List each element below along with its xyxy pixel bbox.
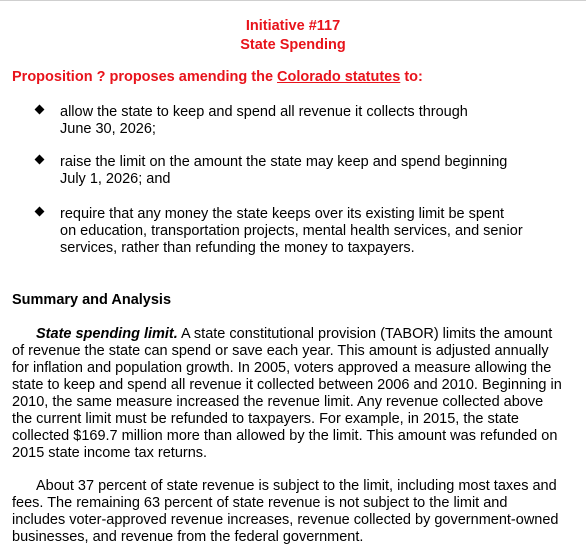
initiative-number: Initiative #117 (245, 18, 341, 34)
summary-heading: Summary and Analysis (12, 292, 172, 308)
bullet-text (60, 104, 565, 138)
paragraph-line: of revenue the state can spend or save each year. This amount is adjusted annually (12, 343, 549, 359)
bullet-text (60, 154, 565, 188)
diamond-bullet-icon (35, 207, 45, 217)
paragraph-line: the current limit must be refunded to taxpayers. For example, in 2015, the state (12, 411, 519, 427)
document-title (0, 17, 586, 55)
paragraph-line: collected $169.7 million more than allowed by the limit. This amount was refunded on (12, 428, 558, 444)
proposition-intro (12, 69, 423, 85)
bullet-text (60, 206, 565, 257)
bullet-line: on education, transportation projects, mental health services, and senior (60, 223, 523, 239)
intro-text-before: Proposition ? proposes amending the (12, 69, 278, 85)
paragraph-line-text: A state constitutional provision (TABOR) limits the amount (177, 326, 553, 342)
paragraph-lead-in: State spending limit. (36, 326, 178, 342)
colorado-statutes-link[interactable]: Colorado statutes (277, 69, 401, 85)
paragraph-line: businesses, and revenue from the federal government. (12, 529, 364, 545)
diamond-bullet-icon (35, 155, 45, 165)
intro-text-after: to: (400, 69, 423, 85)
bullet-line: require that any money the state keeps over its existing limit be spent (60, 206, 505, 222)
paragraph-line: 2015 state income tax returns. (12, 445, 208, 461)
paragraph-line: state to keep and spend all revenue it collected between 2006 and 2010. Beginning in (12, 377, 562, 393)
paragraph-line: includes voter-approved revenue increases, revenue collected by government-owned (12, 512, 559, 528)
bullet-line: raise the limit on the amount the state may keep and spend beginning (60, 154, 508, 170)
bullet-line: July 1, 2026; and (60, 171, 171, 187)
bullet-line: services, rather than refunding the money to taxpayers. (60, 240, 415, 256)
paragraph-first-line (12, 326, 577, 343)
initiative-subject: State Spending (240, 37, 346, 53)
paragraph-line: fees. The remaining 63 percent of state revenue is not subject to the limit and (12, 495, 508, 511)
diamond-bullet-icon (35, 105, 45, 115)
bullet-line: June 30, 2026; (60, 121, 156, 137)
state-spending-limit-paragraph (12, 326, 577, 462)
paragraph-line: for inflation and population growth. In 2005, voters approved a measure allowing the (12, 360, 552, 376)
top-border (0, 0, 586, 1)
paragraph-line: About 37 percent of state revenue is subject to the limit, including most taxes and (36, 478, 557, 494)
bullet-line: allow the state to keep and spend all revenue it collects through (60, 104, 468, 120)
paragraph-line: 2010, the same measure increased the revenue limit. Any revenue collected above (12, 394, 544, 410)
revenue-subject-paragraph (12, 478, 577, 546)
